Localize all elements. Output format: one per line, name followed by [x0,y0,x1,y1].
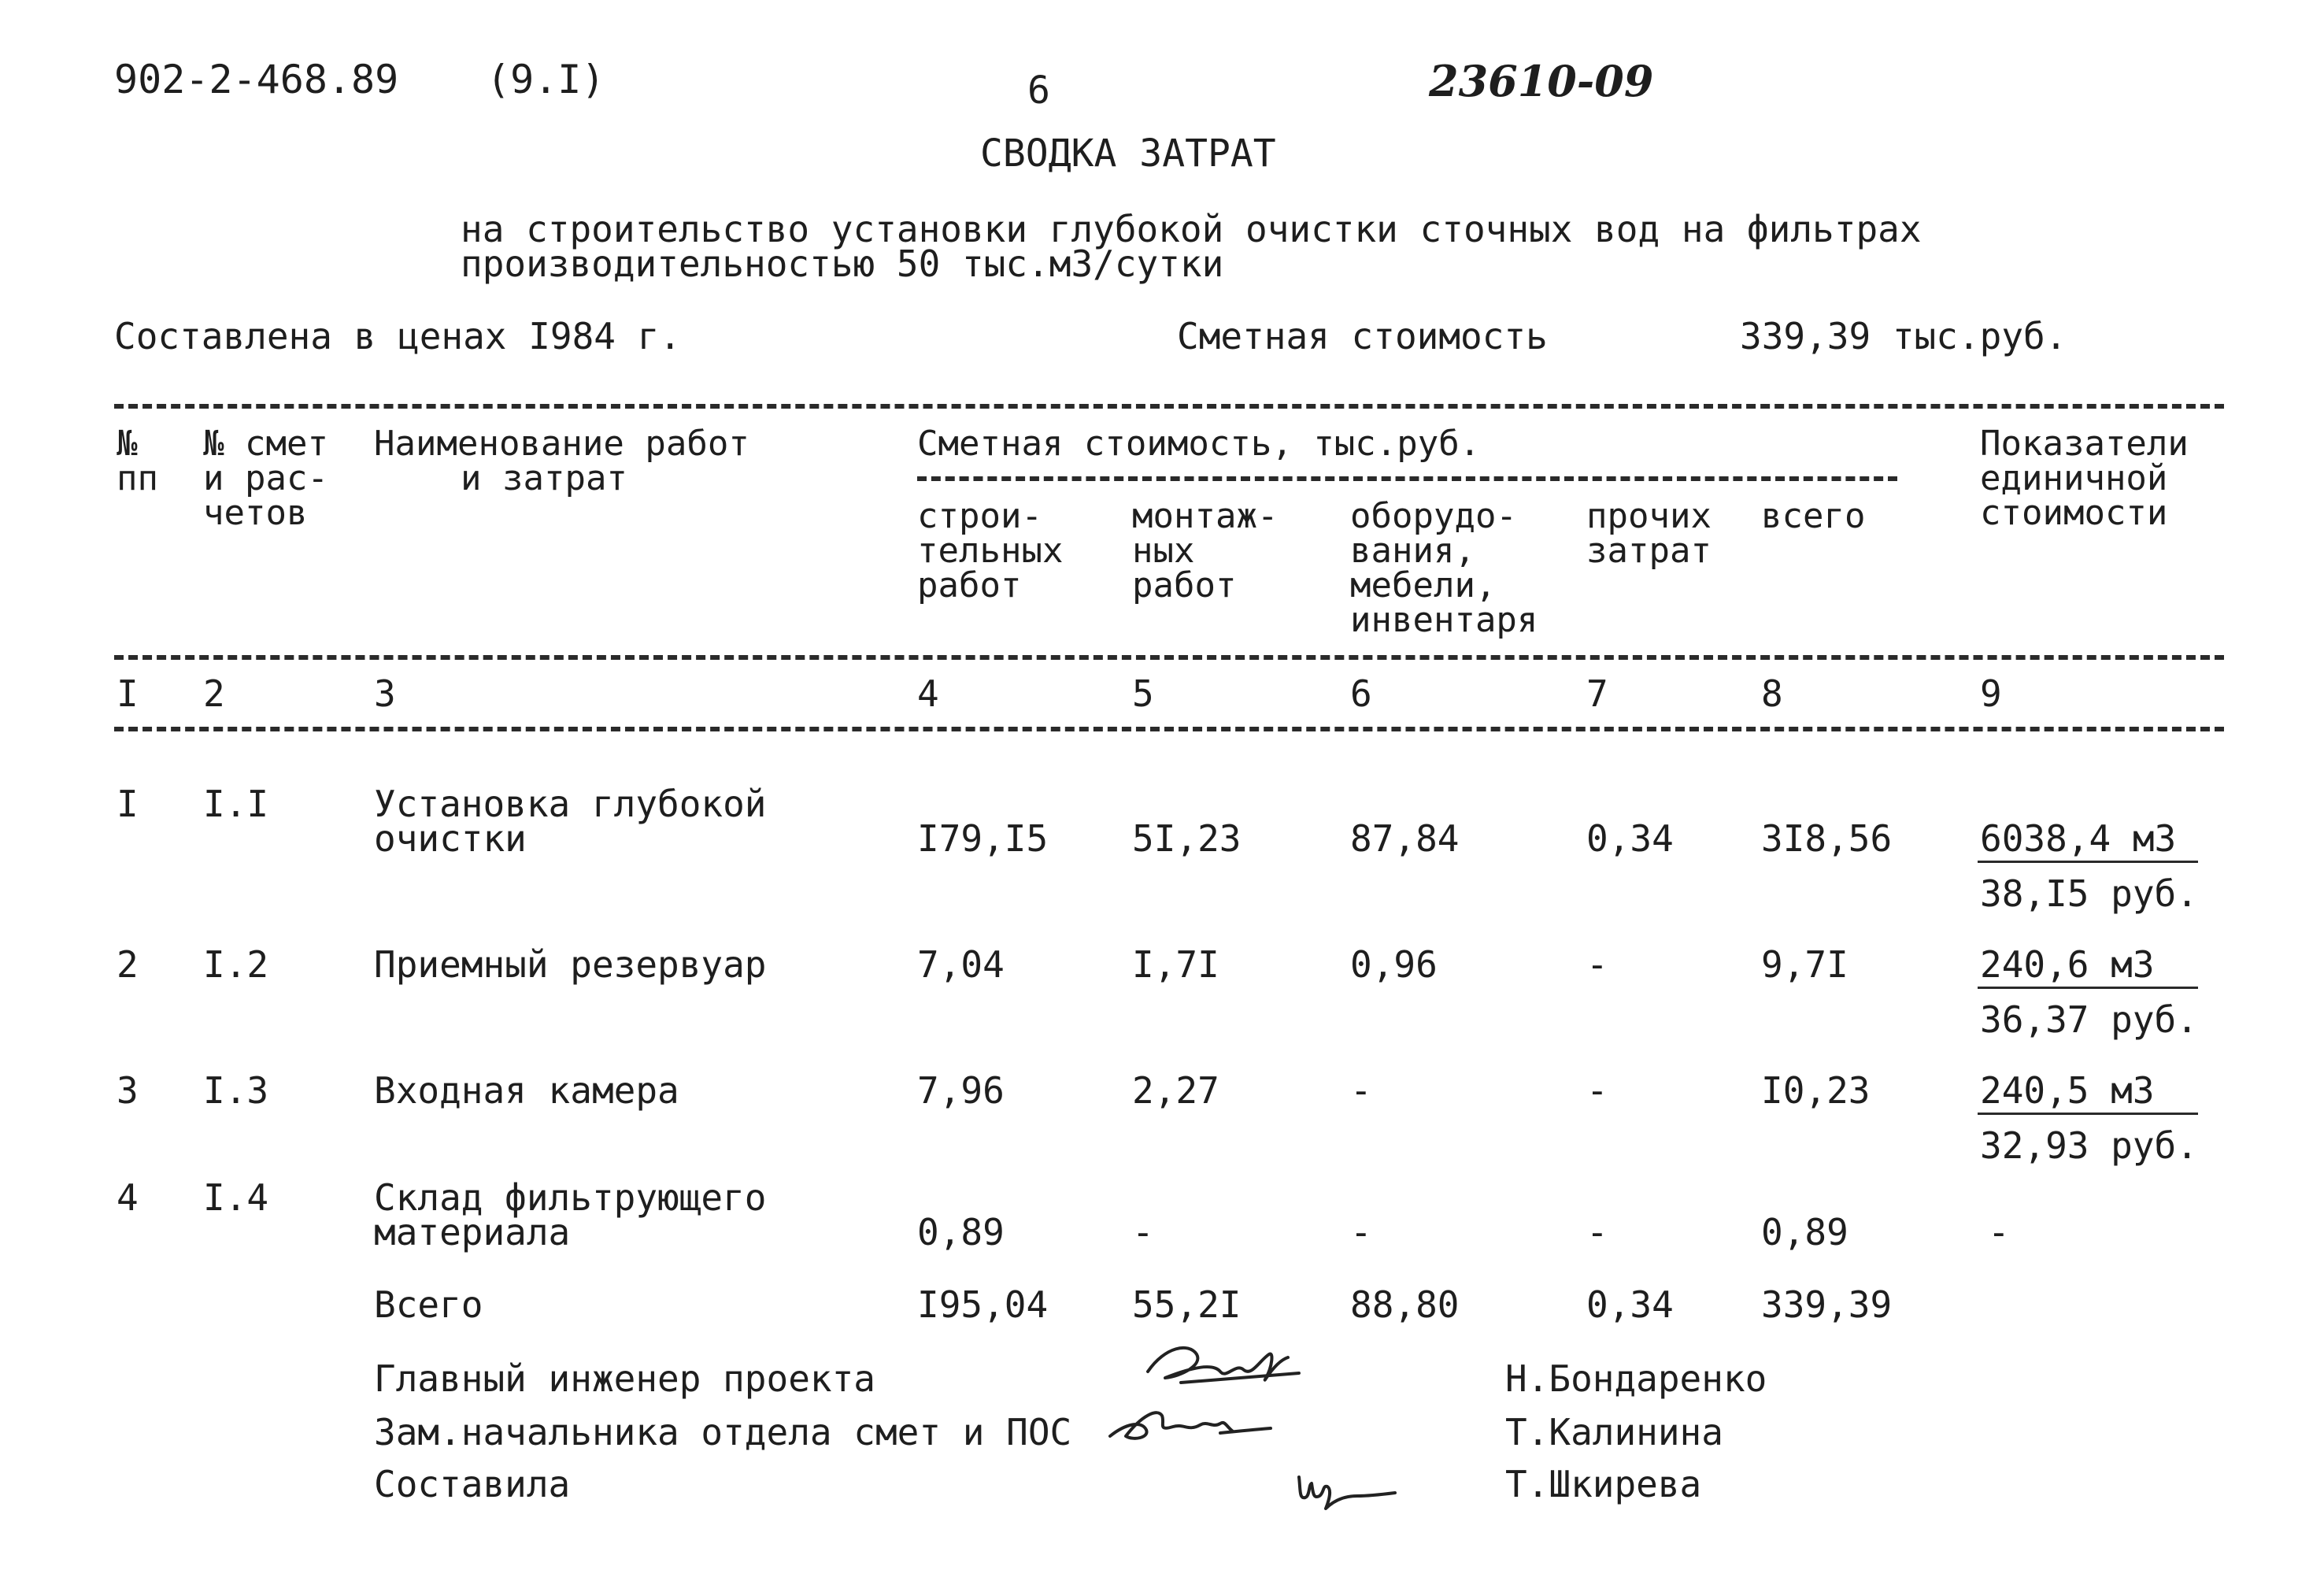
stamp-number: 23610-09 [1429,56,1654,106]
section-number: (9.I) [487,57,605,102]
prices-basis: Составлена в ценах I984 г. [114,315,682,357]
signature-role: Главный инженер проекта [374,1357,875,1400]
handwritten-signature-3 [1291,1461,1401,1516]
header-col-8: всего [1761,496,1866,536]
header-cost-group: Сметная стоимость, тыс.руб. [917,424,1481,464]
signature-name: Н.Бондаренко [1505,1357,1767,1400]
group-header-rule [917,476,1897,481]
handwritten-signature-1 [1134,1331,1323,1401]
page-number: 6 [1027,68,1050,113]
page-title: СВОДКА ЗАТРАТ [980,131,1276,176]
title-line-1: на строительство установки глубокой очистки сточных вод на фильтрах [461,208,1922,250]
estimated-cost-value: 339,39 тыс.руб. [1740,315,2067,357]
signature-role: Зам.начальника отдела смет и ПОС [374,1411,1072,1453]
signature-role: Составила [374,1463,571,1505]
estimated-cost-label: Сметная стоимость [1177,315,1548,357]
document-code: 902-2-468.89 [114,57,399,102]
table-top-rule [114,404,2224,409]
header-bottom-rule [114,655,2224,660]
signature-name: Т.Калинина [1505,1411,1723,1453]
handwritten-signature-2 [1102,1392,1291,1455]
column-numbers-rule [114,727,2224,731]
signature-name: Т.Шкирева [1505,1463,1702,1505]
title-line-2: производительностью 50 тыс.м3/сутки [461,243,1224,285]
